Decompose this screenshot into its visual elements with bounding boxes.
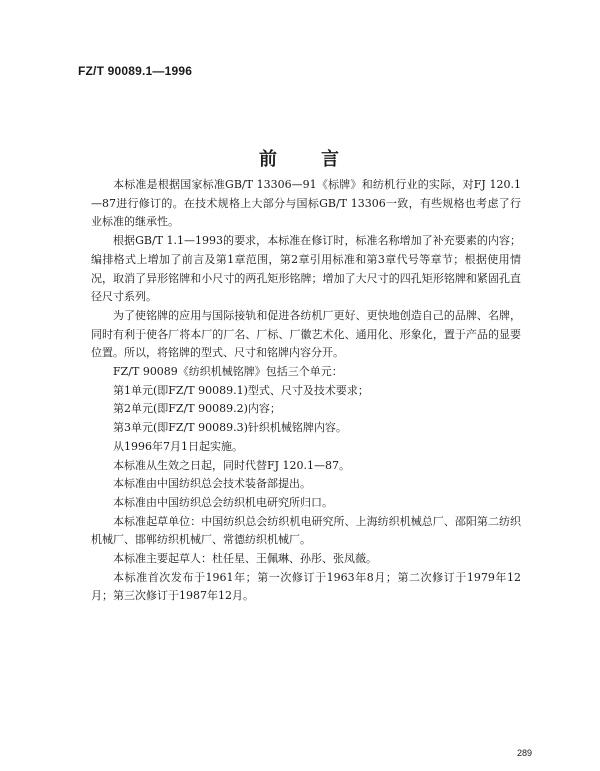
paragraph-effective-date: 从1996年7月1日起实施。 bbox=[113, 439, 243, 453]
paragraph-drafters: 本标准主要起草人：杜任星、王佩琳、孙彤、张凤薇。 bbox=[113, 552, 377, 566]
page-title bbox=[0, 145, 600, 171]
paragraph-centralized-by: 本标准由中国纺织总会纺织机电研究所归口。 bbox=[113, 495, 333, 509]
title-char-2: 言 bbox=[321, 149, 341, 170]
paragraph-history: 本标准首次发布于1961年；第一次修订于1963年8月；第二次修订于1979年12月；第三次修订于1987年12月。 bbox=[91, 570, 521, 603]
paragraph-purpose: 为了使铭牌的应用与国际接轨和促进各纺机厂更好、更快地创造自己的品牌、名牌，同时有利于使各厂将本厂的厂名、厂标、厂徽艺术化、通用化、形象化，置于产品的显要位置。所以，将铭牌的型式、尺寸和铭牌内容分开。 bbox=[91, 308, 521, 360]
paragraph-units-intro: FZ/T 90089《纺织机械铭牌》包括三个单元： bbox=[113, 365, 343, 379]
paragraph-proposed-by: 本标准由中国纺织总会技术装备部提出。 bbox=[113, 477, 311, 491]
paragraph-supersedes: 本标准从生效之日起，同时代替FJ 120.1—87。 bbox=[113, 458, 351, 472]
title-char-1: 前 bbox=[259, 149, 279, 170]
paragraph-revision-changes: 根据GB/T 1.1—1993的要求，本标准在修订时，标准名称增加了补充要素的内容；编排格式上增加了前言及第1章范围，第2章引用标准和第3章代号等章节；根据使用情况，取消了异形铭牌和小尺寸的两孔矩形铭牌；增加了大尺寸的四孔矩形铭牌和紧固孔直径尺寸系列。 bbox=[91, 234, 521, 304]
paragraph-unit-2: 第2单元(即FZ/T 90089.2)内容； bbox=[113, 402, 281, 416]
paragraph-unit-1: 第1单元(即FZ/T 90089.1)型式、尺寸及技术要求； bbox=[113, 383, 369, 397]
page-number: 289 bbox=[516, 748, 532, 758]
paragraph-unit-3: 第3单元(即FZ/T 90089.3)针织机械铭牌内容。 bbox=[113, 421, 347, 435]
standard-code: FZ/T 90089.1—1996 bbox=[78, 64, 193, 78]
paragraph-revision-basis: 本标准是根据国家标准GB/T 13306—91《标牌》和纺机行业的实际，对FJ 120.1—87进行修订的。在技术规格上大部分与国标GB/T 13306一致，有些规格也考虑了行业标准的继承性。 bbox=[91, 178, 521, 229]
paragraph-drafting-units: 本标准起草单位：中国纺织总会纺织机电研究所、上海纺织机械总厂、邵阳第二纺织机械厂、邯郸纺织机械厂、常德纺织机械厂。 bbox=[91, 514, 521, 547]
foreword-body bbox=[91, 176, 521, 606]
